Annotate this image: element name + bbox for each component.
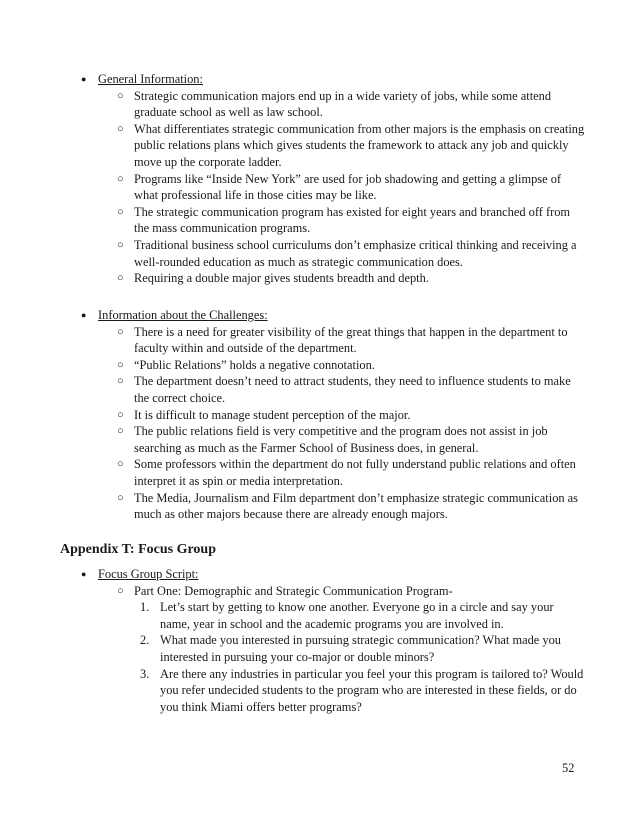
circle-bullet-icon: ○ [117, 375, 124, 388]
bullet-icon: ● [81, 569, 87, 579]
circle-bullet-icon: ○ [117, 491, 124, 504]
list-item-text: Requiring a double major gives students breadth and depth. [134, 271, 429, 286]
list-item [66, 423, 586, 456]
question-text: Are there any industries in particular you feel your this program is tailored to? Would you refer undecided students to the program who are interested in these fields, or do you think Miami offers better programs? [160, 666, 584, 714]
circle-bullet-icon: ○ [117, 272, 124, 285]
challenges-title: Information about the Challenges: [98, 308, 268, 322]
page-number: 52 [562, 761, 575, 775]
circle-bullet-icon: ○ [117, 408, 124, 421]
question-text: Let’s start by getting to know one another. Everyone go in a circle and say your name, year in school and the academic programs you are involved in. [160, 600, 554, 631]
list-item [66, 204, 586, 237]
circle-bullet-icon: ○ [117, 122, 124, 135]
list-item [66, 88, 586, 121]
list-item-text: Programs like “Inside New York” are used for job shadowing and getting a glimpse of what professional life in those cities may be like. [134, 171, 562, 203]
question-item [66, 666, 586, 716]
circle-bullet-icon: ○ [117, 358, 124, 371]
list-item [66, 171, 586, 204]
list-item [66, 373, 586, 406]
circle-bullet-icon: ○ [117, 172, 124, 185]
list-item [66, 237, 586, 270]
general-information-section [66, 71, 586, 287]
circle-bullet-icon: ○ [117, 584, 124, 597]
list-item-text: The Media, Journalism and Film department don’t emphasize strategic communication as much as other majors because there are already enough majors. [134, 490, 578, 522]
circle-bullet-icon: ○ [117, 238, 124, 251]
circle-bullet-icon: ○ [117, 458, 124, 471]
challenges-list [66, 324, 586, 523]
part-one-title: Part One: Demographic and Strategic Communication Program- [134, 583, 453, 598]
list-item-text: The strategic communication program has existed for eight years and branched off from the mass communication programs. [134, 204, 571, 236]
question-item [66, 632, 586, 665]
circle-bullet-icon: ○ [117, 89, 124, 102]
general-information-title: General Information: [98, 72, 203, 86]
list-item-text: The public relations field is very competitive and the program does not assist in job searching as much as the Farmer School of Business does, in general. [134, 424, 548, 455]
list-item-text: Traditional business school curriculums don’t emphasize critical thinking and receiving a well-rounded education as much as strategic communication does. [134, 237, 577, 269]
question-number: 3. [140, 666, 150, 681]
appendix-heading: Appendix T: Focus Group [60, 542, 216, 557]
list-item-text: It is difficult to manage student perception of the major. [134, 407, 411, 422]
list-item [66, 270, 586, 287]
general-information-item [66, 71, 586, 88]
question-item [66, 599, 586, 632]
list-item-text: What differentiates strategic communication from other majors is the emphasis on creating public relations plans which gives students the framework to attack any job and quickly move up the corporate ladder. [134, 121, 585, 169]
list-item-text: Some professors within the department do not fully understand public relations and often interpret it as spin or media interpretation. [134, 457, 576, 488]
list-item [66, 357, 586, 374]
list-item-text: “Public Relations” holds a negative connotation. [134, 357, 375, 372]
list-item-text: The department doesn’t need to attract students, they need to influence students to make the correct choice. [134, 374, 571, 405]
circle-bullet-icon: ○ [117, 205, 124, 218]
part-one-item [66, 583, 586, 600]
focus-group-script-title: Focus Group Script: [98, 567, 199, 581]
bullet-icon: ● [81, 74, 87, 84]
list-item-text: There is a need for greater visibility of the great things that happen in the department to faculty within and outside of the department. [134, 324, 568, 356]
list-item-text: Strategic communication majors end up in a wide variety of jobs, while some attend graduate school as well as law school. [134, 88, 552, 120]
circle-bullet-icon: ○ [117, 425, 124, 438]
focus-group-script-item [66, 566, 586, 583]
bullet-icon: ● [81, 310, 87, 320]
list-item [66, 456, 586, 489]
focus-group-section [66, 566, 586, 715]
challenges-section [66, 307, 586, 523]
list-item [66, 121, 586, 171]
list-item [66, 407, 586, 424]
general-information-list [66, 88, 586, 287]
question-number: 1. [140, 600, 150, 615]
challenges-item [66, 307, 586, 324]
question-text: What made you interested in pursuing strategic communication? What made you interested in pursuing your co-major or double minors? [160, 633, 561, 664]
list-item [66, 490, 586, 523]
circle-bullet-icon: ○ [117, 325, 124, 338]
question-number: 2. [140, 633, 150, 648]
list-item [66, 324, 586, 357]
